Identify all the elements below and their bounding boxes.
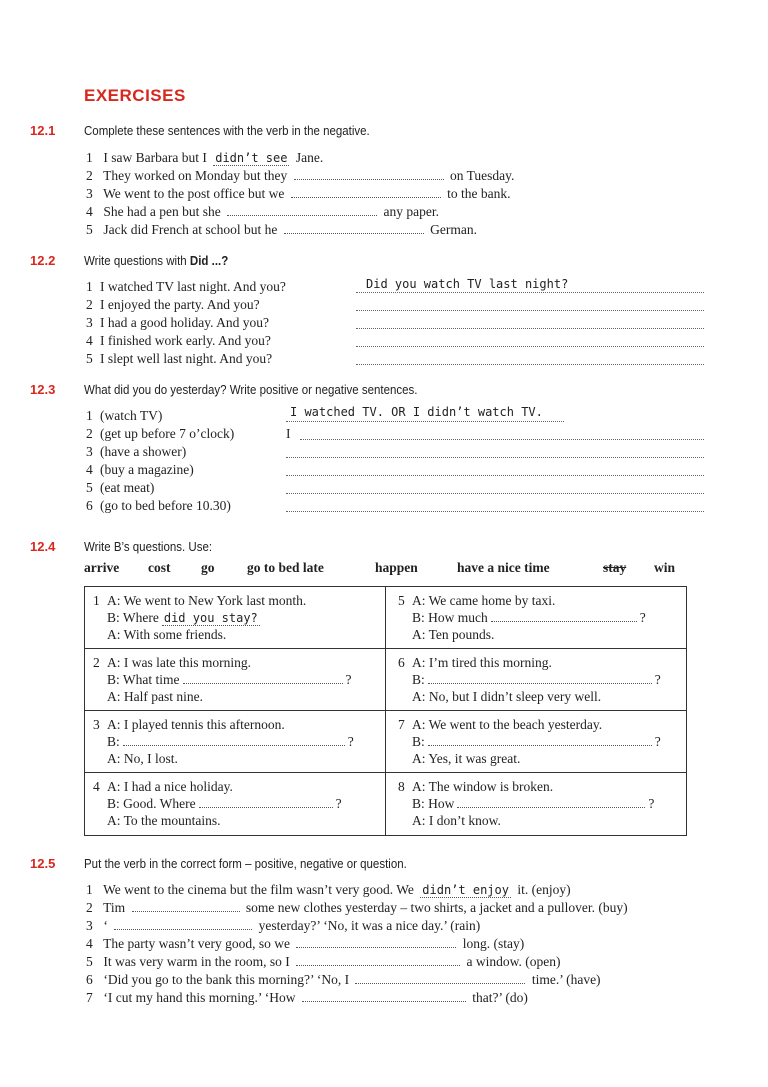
ex1-item-1-answer[interactable]: didn’t see [215,151,288,165]
ex1-item-4-blank[interactable] [227,203,377,216]
dialogue-cell-3: 3 A: I played tennis this afternoon. B: ? A: No, I lost. [85,711,386,773]
dialogue-4-blank[interactable] [199,795,333,808]
dialogue-cell-1: 1 A: We went to New York last month. B: Where did you stay? A: With some friends. [85,587,386,649]
ex2-item-5: 5 I slept well last night. And you? [86,351,273,366]
exercise-number-12-2: 12.2 [30,253,56,268]
exercise-instruction-12-5: Put the verb in the correct form – positive, negative or question. [84,857,407,871]
exercise-instruction-12-2: Write questions with Did ...? [84,254,229,268]
exercise-number-12-4: 12.4 [30,539,56,554]
exercise-instruction-12-3: What did you do yesterday? Write positive or negative sentences. [84,383,418,397]
page-heading: EXERCISES [84,86,186,105]
ex3-item-1: 1 (watch TV) [86,408,163,423]
ex5-item-6: 6 ‘Did you go to the bank this morning?’ ‘No, I time.’ (have) [86,972,601,987]
ex3-item-5: 5 (eat meat) [86,480,155,495]
ex5-item-2-blank[interactable] [132,899,240,912]
ex5-item-7: 7 ‘I cut my hand this morning.’ ‘How that?’ (do) [86,990,528,1005]
dialogue-3-blank[interactable] [123,733,345,746]
ex5-item-4: 4 The party wasn’t very good, so we long. (stay) [86,936,525,951]
word-happen: happen [375,560,418,575]
ex5-item-1: 1 We went to the cinema but the film wasn’t very good. We didn’t enjoy it. (enjoy) [86,882,571,897]
ex3-item-6-line[interactable] [286,511,704,512]
ex1-item-1: 1 I saw Barbara but I didn’t see Jane. [86,150,324,165]
ex3-item-4: 4 (buy a magazine) [86,462,194,477]
exercise-instruction-12-1: Complete these sentences with the verb in the negative. [84,124,370,138]
ex2-item-1-answer: Did you watch TV last night? [366,277,569,291]
exercise-instruction-12-4: Write B’s questions. Use: [84,540,213,554]
ex3-item-1-answer: I watched TV. OR I didn’t watch TV. [290,405,543,419]
ex2-item-2-line[interactable] [356,310,704,311]
ex5-item-5-blank[interactable] [296,953,460,966]
dialogue-cell-7: 7 A: We went to the beach yesterday. B: ? A: Yes, it was great. [386,711,687,773]
dialogue-cell-5: 5 A: We came home by taxi. B: How much ? A: Ten pounds. [386,587,687,649]
ex2-item-2: 2 I enjoyed the party. And you? [86,297,260,312]
ex1-item-2-blank[interactable] [294,167,444,180]
ex5-item-5: 5 It was very warm in the room, so I a window. (open) [86,954,561,969]
ex3-item-5-line[interactable] [286,493,704,494]
dialogue-7-blank[interactable] [428,733,652,746]
dialogue-8-blank[interactable] [457,795,645,808]
ex3-item-2-start: I [286,426,291,441]
word-cost: cost [148,560,171,575]
ex5-item-7-blank[interactable] [302,989,466,1002]
dialogue-2-blank[interactable] [183,671,343,684]
dialogue-1-answer[interactable]: did you stay? [163,611,258,625]
ex3-item-2-line[interactable] [300,439,704,440]
dialogue-cell-8: 8 A: The window is broken. B: How ? A: I don’t know. [398,779,655,828]
dialogue-grid [84,586,687,836]
ex2-item-4-line[interactable] [356,346,704,347]
ex1-item-3-blank[interactable] [291,185,441,198]
exercise-number-12-3: 12.3 [30,382,56,397]
ex2-item-4: 4 I finished work early. And you? [86,333,271,348]
ex1-item-4: 4 She had a pen but she any paper. [86,204,439,219]
ex2-item-1-line[interactable] [356,292,704,293]
ex1-item-2: 2 They worked on Monday but they on Tuesday. [86,168,515,183]
word-go-to-bed-late: go to bed late [247,560,324,575]
word-win: win [654,560,676,575]
ex3-item-2: 2 (get up before 7 o’clock) [86,426,235,441]
ex5-item-1-answer[interactable]: didn’t enjoy [422,883,509,897]
exercise-number-12-5: 12.5 [30,856,56,871]
ex2-item-1: 1 I watched TV last night. And you? [86,279,286,294]
ex3-item-6: 6 (go to bed before 10.30) [86,498,231,513]
dialogue-cell-2: 2 A: I was late this morning. B: What time ? A: Half past nine. [85,649,386,711]
word-stay: stay [603,560,627,575]
ex1-item-3: 3 We went to the post office but we to the bank. [86,186,511,201]
ex5-item-3-blank[interactable] [114,917,252,930]
word-bank [84,560,684,578]
ex1-item-5: 5 Jack did French at school but he German. [86,222,477,237]
dialogue-cell-4: 4 A: I had a nice holiday. B: Good. Where ? A: To the mountains. [85,773,386,835]
ex2-item-5-line[interactable] [356,364,704,365]
ex5-item-3: 3 ‘ yesterday?’ ‘No, it was a nice day.’ (rain) [86,918,481,933]
ex1-item-5-blank[interactable] [284,221,424,234]
ex3-item-3-line[interactable] [286,457,704,458]
ex2-item-3: 3 I had a good holiday. And you? [86,315,269,330]
ex3-item-4-line[interactable] [286,475,704,476]
exercise-number-12-1: 12.1 [30,123,56,138]
dialogue-6-blank[interactable] [428,671,652,684]
word-arrive: arrive [84,560,120,575]
word-have-a-nice-time: have a nice time [457,560,550,575]
ex3-item-3: 3 (have a shower) [86,444,187,459]
ex2-item-3-line[interactable] [356,328,704,329]
word-go: go [201,560,215,575]
ex3-item-1-line[interactable] [286,421,564,422]
dialogue-cell-6: 6 A: I’m tired this morning. B: ? A: No, but I didn’t sleep very well. [386,649,687,711]
ex5-item-2: 2 Tim some new clothes yesterday – two shirts, a jacket and a pullover. (buy) [86,900,628,915]
dialogue-5-blank[interactable] [491,609,637,622]
ex5-item-4-blank[interactable] [296,935,456,948]
ex5-item-6-blank[interactable] [355,971,525,984]
